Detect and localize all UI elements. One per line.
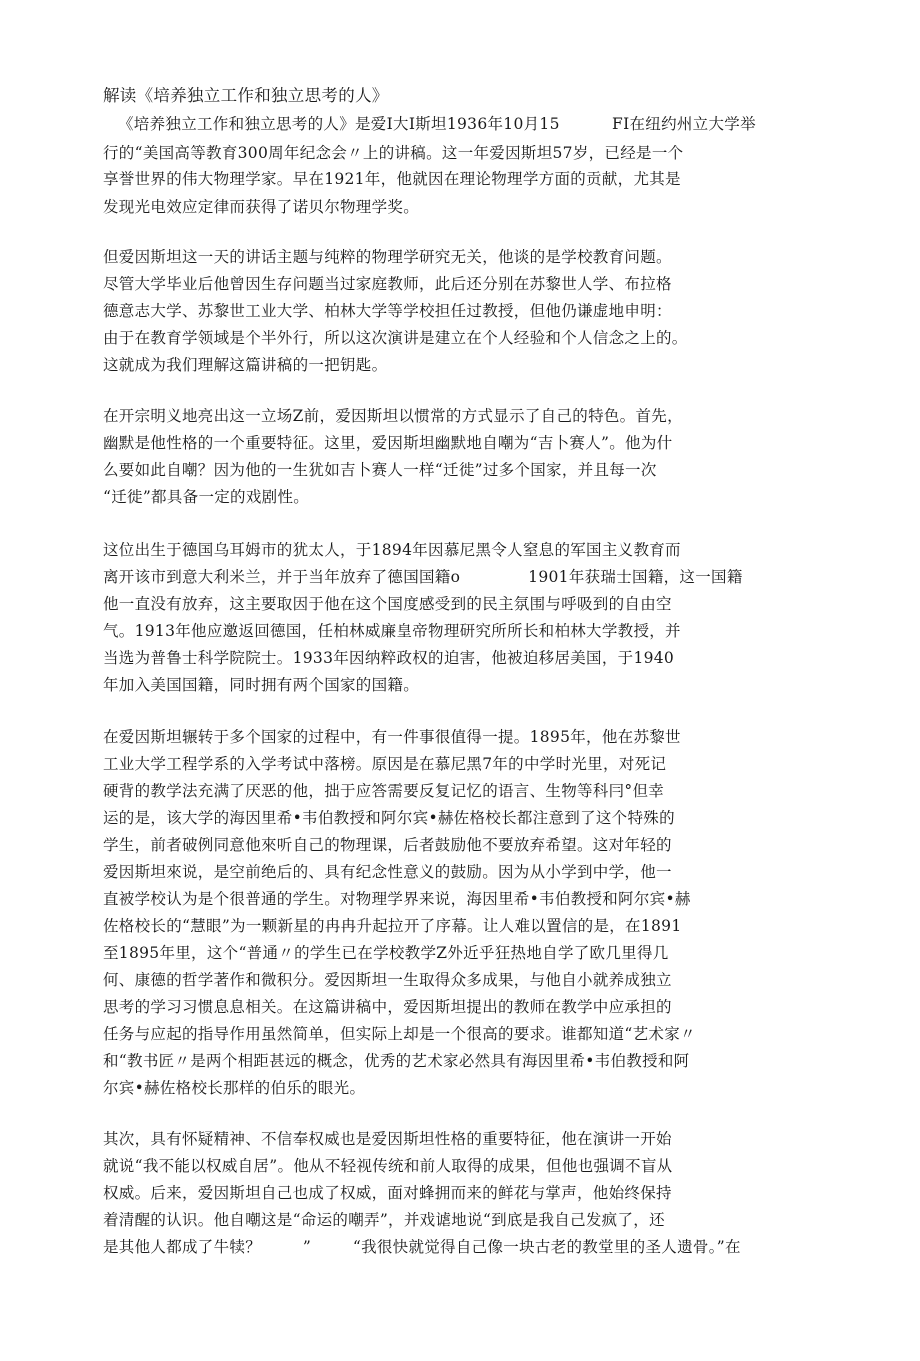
paragraph-line: 这就成为我们理解这篇讲稿的一把钥匙。 xyxy=(103,356,388,374)
paragraph-line: 尔宾•赫佐格校长那样的伯乐的眼光。 xyxy=(103,1079,366,1097)
paragraph-line: 当选为普鲁士科学院院士。1933年因纳粹政权的迫害，他被迫移居美国，于1940 xyxy=(103,649,675,667)
paragraph-line: 行的“美国高等教育300周年纪念会〃上的讲稿。这一年爱因斯坦57岁，已经是一个 xyxy=(103,144,684,162)
paragraph-line: 运的是，该大学的海因里希•韦伯教授和阿尔宾•赫佐格校长都注意到了这个特殊的 xyxy=(103,809,675,827)
paragraph-line: 他一直没有放弃，这主要取因于他在这个国度感受到的民主氛围与呼吸到的自由空 xyxy=(103,595,672,613)
paragraph-line: 权威。后来，爱因斯坦自己也成了权威，面对蜂拥而来的鲜花与掌声，他始终保持 xyxy=(103,1184,672,1202)
paragraph-line: 就说“我不能以权威自居”。他从不轻视传统和前人取得的成果，但他也强调不盲从 xyxy=(103,1157,673,1175)
paragraph-line: “迁徙”都具备一定的戏剧性。 xyxy=(103,488,310,506)
paragraph-line: 至1895年里，这个“普通〃的学生已在学校教学Z外近乎狂热地自学了欧几里得几 xyxy=(103,944,669,962)
paragraph-line: 么要如此自嘲？因为他的一生犹如吉卜赛人一样“迁徙”过多个国家，并且每一次 xyxy=(103,461,657,479)
paragraph-line: 任务与应起的指导作用虽然简单，但实际上却是一个很高的要求。谁都知道“艺术家〃 xyxy=(103,1025,696,1043)
paragraph-line: 着清醒的认识。他自嘲这是“命运的嘲弄”，并戏谑地说“到底是我自己发疯了，还 xyxy=(103,1211,665,1229)
paragraph-line: 年加入美国国籍，同时拥有两个国家的国籍。 xyxy=(103,676,420,694)
paragraph-line: 《培养独立工作和独立思考的人》是爱I大I斯坦1936年10月15 FI在纽约州立大学举 xyxy=(118,115,756,133)
paragraph-line: 硬背的教学法充满了厌恶的他，拙于应答需要反复记忆的语言、生物等科冃°但幸 xyxy=(103,782,665,800)
paragraph-line: 爱因斯坦來说，是空前绝后的、具有纪念性意义的鼓励。因为从小学到中学，他一 xyxy=(103,863,672,881)
paragraph-line: 幽默是他性格的一个重要特征。这里，爱因斯坦幽默地自嘲为“吉卜赛人”。他为什 xyxy=(103,434,673,452)
paragraph-line: 享誉世界的伟大物理学家。早在1921年，他就因在理论物理学方面的贡献，尤其是 xyxy=(103,170,681,188)
paragraph-line: 思考的学习习惯息息相关。在这篇讲稿中，爱因斯坦提出的教师在教学中应承担的 xyxy=(103,998,672,1016)
paragraph-line: 但爱因斯坦这一天的讲话主题与纯粹的物理学研究无关，他谈的是学校教育问题。 xyxy=(103,248,672,266)
document-title: 解读《培养独立工作和独立思考的人》 xyxy=(103,86,389,105)
paragraph-line: 这位出生于德国乌耳姆市的犹太人，于1894年因慕尼黑令人窒息的军国主义教育而 xyxy=(103,541,681,559)
paragraph-line: 在爱因斯坦辗转于多个国家的过程中，有一件事很值得一提。1895年，他在苏黎世 xyxy=(103,728,681,746)
paragraph-line: 离开该市到意大利米兰，并于当年放弃了德国国籍o 1901年获瑞士国籍，这一国籍 xyxy=(103,568,743,586)
paragraph-line: 其次，具有怀疑精神、不信奉权威也是爱因斯坦性格的重要特征，他在演讲一开始 xyxy=(103,1130,672,1148)
paragraph-line: 工业大学工程学系的入学考试中落榜。原因是在慕尼黑7年的中学时光里，对死记 xyxy=(103,755,667,773)
paragraph-line: 何、康德的哲学著作和微积分。爱因斯坦一生取得众多成果，与他自小就养成独立 xyxy=(103,971,672,989)
paragraph-line: 和“教书匠〃是两个相距甚远的概念，优秀的艺术家必然具有海因里希•韦伯教授和阿 xyxy=(103,1052,690,1070)
paragraph-line: 学生，前者破例同意他來听自己的物理课，后者鼓励他不要放弃希望。这对年轻的 xyxy=(103,836,672,854)
paragraph-line: 是其他人都成了牛犊？ ” “我很快就觉得自己像一块古老的教堂里的圣人遗骨。”在 xyxy=(103,1238,741,1256)
paragraph-line: 尽管大学毕业后他曾因生存问题当过家庭教师，此后还分别在苏黎世人学、布拉格 xyxy=(103,275,672,293)
paragraph-line: 在开宗明义地亮出这一立场Z前，爱因斯坦以惯常的方式显示了自己的特色。首先， xyxy=(103,407,683,425)
paragraph-line: 由于在教育学领域是个半外行，所以这次演讲是建立在个人经验和个人信念之上的。 xyxy=(103,329,688,347)
paragraph-line: 佐格校长的“慧眼”为一颗新星的冉冉升起拉开了序幕。让人难以置信的是，在1891 xyxy=(103,917,682,935)
paragraph-line: 德意志大学、苏黎世工业大学、柏林大学等学校担任过教授，但他仍谦虚地申明： xyxy=(103,302,672,320)
paragraph-line: 发现光电效应定律而获得了诺贝尔物理学奖。 xyxy=(103,198,420,216)
paragraph-line: 直被学校认为是个很普通的学生。对物理学界来说，海因里希•韦伯教授和阿尔宾•赫 xyxy=(103,890,691,908)
paragraph-line: 气。1913年他应邀返回德国，任柏林威廉皇帝物理研究所所长和柏林大学教授，并 xyxy=(103,622,681,640)
